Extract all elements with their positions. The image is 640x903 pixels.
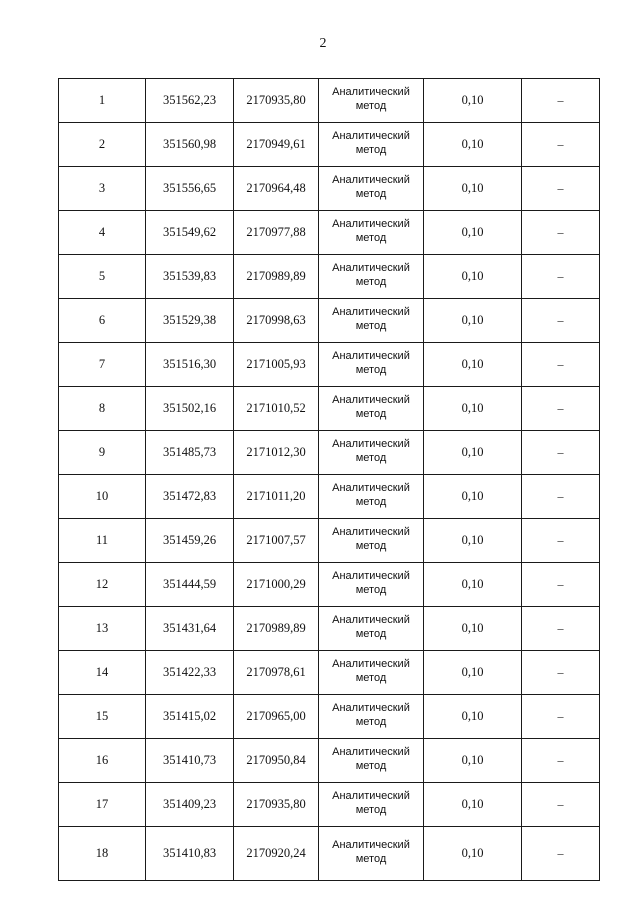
point-number-cell: 1 bbox=[59, 79, 146, 123]
method-line: метод bbox=[355, 716, 387, 728]
method-line: Аналитический bbox=[332, 438, 410, 450]
method-line: Аналитический bbox=[332, 350, 410, 362]
table-row bbox=[59, 739, 600, 783]
precision-cell: 0,10 bbox=[424, 695, 522, 739]
method-line: Аналитический bbox=[332, 570, 410, 582]
method-line: метод bbox=[355, 540, 387, 552]
point-number-cell: 14 bbox=[59, 651, 146, 695]
note-cell: – bbox=[522, 651, 600, 695]
coordinate-x-cell: 351539,83 bbox=[146, 255, 234, 299]
coordinate-y-cell: 2170949,61 bbox=[234, 123, 319, 167]
table-row bbox=[59, 695, 600, 739]
method-cell bbox=[319, 343, 424, 387]
precision-cell: 0,10 bbox=[424, 651, 522, 695]
coordinate-y-cell: 2171011,20 bbox=[234, 475, 319, 519]
note-cell: – bbox=[522, 431, 600, 475]
precision-cell: 0,10 bbox=[424, 167, 522, 211]
note-cell: – bbox=[522, 563, 600, 607]
precision-cell: 0,10 bbox=[424, 475, 522, 519]
coordinate-y-cell: 2170935,80 bbox=[234, 783, 319, 827]
point-number-cell: 17 bbox=[59, 783, 146, 827]
method-cell bbox=[319, 739, 424, 783]
method-line: Аналитический bbox=[332, 394, 410, 406]
point-number-cell: 2 bbox=[59, 123, 146, 167]
point-number-cell: 8 bbox=[59, 387, 146, 431]
method-cell bbox=[319, 431, 424, 475]
coordinate-y-cell: 2171000,29 bbox=[234, 563, 319, 607]
note-cell: – bbox=[522, 783, 600, 827]
precision-cell: 0,10 bbox=[424, 607, 522, 651]
method-line: метод bbox=[355, 144, 387, 156]
note-cell: – bbox=[522, 519, 600, 563]
method-cell bbox=[319, 387, 424, 431]
precision-cell: 0,10 bbox=[424, 343, 522, 387]
page-number: 2 bbox=[319, 36, 327, 51]
note-cell: – bbox=[522, 387, 600, 431]
method-line: Аналитический bbox=[332, 130, 410, 142]
precision-cell: 0,10 bbox=[424, 783, 522, 827]
coordinate-x-cell: 351485,73 bbox=[146, 431, 234, 475]
precision-cell: 0,10 bbox=[424, 211, 522, 255]
coordinate-y-cell: 2171005,93 bbox=[234, 343, 319, 387]
point-number-cell: 5 bbox=[59, 255, 146, 299]
method-line: Аналитический bbox=[332, 174, 410, 186]
coordinate-x-cell: 351431,64 bbox=[146, 607, 234, 651]
coordinate-y-cell: 2171012,30 bbox=[234, 431, 319, 475]
note-cell: – bbox=[522, 123, 600, 167]
method-cell bbox=[319, 783, 424, 827]
method-line: метод bbox=[355, 760, 387, 772]
table-row bbox=[59, 827, 600, 881]
coordinate-x-cell: 351556,65 bbox=[146, 167, 234, 211]
table-row bbox=[59, 607, 600, 651]
method-cell bbox=[319, 651, 424, 695]
coordinate-x-cell: 351502,16 bbox=[146, 387, 234, 431]
table-row bbox=[59, 123, 600, 167]
method-line: метод bbox=[355, 672, 387, 684]
coordinate-y-cell: 2170935,80 bbox=[234, 79, 319, 123]
coordinate-x-cell: 351459,26 bbox=[146, 519, 234, 563]
point-number-cell: 6 bbox=[59, 299, 146, 343]
method-cell bbox=[319, 695, 424, 739]
table-row bbox=[59, 475, 600, 519]
method-cell bbox=[319, 475, 424, 519]
method-line: метод bbox=[355, 804, 387, 816]
point-number-cell: 15 bbox=[59, 695, 146, 739]
coordinates-table bbox=[58, 78, 600, 881]
method-line: Аналитический bbox=[332, 218, 410, 230]
coordinate-y-cell: 2170998,63 bbox=[234, 299, 319, 343]
table-row bbox=[59, 167, 600, 211]
method-line: Аналитический bbox=[332, 614, 410, 626]
table-row bbox=[59, 563, 600, 607]
coordinate-x-cell: 351415,02 bbox=[146, 695, 234, 739]
coordinate-y-cell: 2170965,00 bbox=[234, 695, 319, 739]
method-line: Аналитический bbox=[332, 839, 410, 851]
coordinate-x-cell: 351549,62 bbox=[146, 211, 234, 255]
precision-cell: 0,10 bbox=[424, 431, 522, 475]
method-line: Аналитический bbox=[332, 482, 410, 494]
coordinate-y-cell: 2170989,89 bbox=[234, 255, 319, 299]
table-row bbox=[59, 255, 600, 299]
method-cell bbox=[319, 211, 424, 255]
note-cell: – bbox=[522, 607, 600, 651]
note-cell: – bbox=[522, 255, 600, 299]
coordinate-x-cell: 351410,73 bbox=[146, 739, 234, 783]
coordinate-x-cell: 351422,33 bbox=[146, 651, 234, 695]
point-number-cell: 10 bbox=[59, 475, 146, 519]
note-cell: – bbox=[522, 739, 600, 783]
coordinate-y-cell: 2170978,61 bbox=[234, 651, 319, 695]
note-cell: – bbox=[522, 475, 600, 519]
coordinates-table-body bbox=[59, 79, 600, 881]
method-line: метод bbox=[355, 452, 387, 464]
point-number-cell: 3 bbox=[59, 167, 146, 211]
table-row bbox=[59, 211, 600, 255]
note-cell: – bbox=[522, 167, 600, 211]
coordinate-x-cell: 351444,59 bbox=[146, 563, 234, 607]
precision-cell: 0,10 bbox=[424, 255, 522, 299]
note-cell: – bbox=[522, 827, 600, 881]
method-line: Аналитический bbox=[332, 526, 410, 538]
method-line: метод bbox=[355, 628, 387, 640]
precision-cell: 0,10 bbox=[424, 79, 522, 123]
method-line: метод bbox=[355, 100, 387, 112]
point-number-cell: 13 bbox=[59, 607, 146, 651]
table-row bbox=[59, 387, 600, 431]
method-cell bbox=[319, 123, 424, 167]
table-row bbox=[59, 431, 600, 475]
table-row bbox=[59, 79, 600, 123]
method-line: метод bbox=[355, 584, 387, 596]
point-number-cell: 9 bbox=[59, 431, 146, 475]
point-number-cell: 12 bbox=[59, 563, 146, 607]
coordinate-y-cell: 2170964,48 bbox=[234, 167, 319, 211]
coordinate-x-cell: 351410,83 bbox=[146, 827, 234, 881]
method-line: Аналитический bbox=[332, 746, 410, 758]
method-line: метод bbox=[355, 188, 387, 200]
point-number-cell: 18 bbox=[59, 827, 146, 881]
coordinate-x-cell: 351409,23 bbox=[146, 783, 234, 827]
method-line: метод bbox=[355, 320, 387, 332]
table-row bbox=[59, 519, 600, 563]
table-row bbox=[59, 783, 600, 827]
method-cell bbox=[319, 563, 424, 607]
note-cell: – bbox=[522, 211, 600, 255]
point-number-cell: 11 bbox=[59, 519, 146, 563]
table-row bbox=[59, 343, 600, 387]
note-cell: – bbox=[522, 299, 600, 343]
coordinate-y-cell: 2170920,24 bbox=[234, 827, 319, 881]
precision-cell: 0,10 bbox=[424, 299, 522, 343]
precision-cell: 0,10 bbox=[424, 519, 522, 563]
method-line: Аналитический bbox=[332, 702, 410, 714]
method-line: метод bbox=[355, 408, 387, 420]
point-number-cell: 16 bbox=[59, 739, 146, 783]
method-line: Аналитический bbox=[332, 658, 410, 670]
note-cell: – bbox=[522, 695, 600, 739]
method-cell bbox=[319, 827, 424, 881]
coordinate-y-cell: 2170977,88 bbox=[234, 211, 319, 255]
method-cell bbox=[319, 519, 424, 563]
precision-cell: 0,10 bbox=[424, 827, 522, 881]
method-cell bbox=[319, 79, 424, 123]
method-line: метод bbox=[355, 364, 387, 376]
coordinate-y-cell: 2170989,89 bbox=[234, 607, 319, 651]
method-line: Аналитический bbox=[332, 790, 410, 802]
point-number-cell: 7 bbox=[59, 343, 146, 387]
method-line: метод bbox=[355, 276, 387, 288]
method-line: Аналитический bbox=[332, 262, 410, 274]
method-cell bbox=[319, 167, 424, 211]
table-row bbox=[59, 651, 600, 695]
precision-cell: 0,10 bbox=[424, 563, 522, 607]
precision-cell: 0,10 bbox=[424, 123, 522, 167]
table-row bbox=[59, 299, 600, 343]
coordinate-x-cell: 351562,23 bbox=[146, 79, 234, 123]
precision-cell: 0,10 bbox=[424, 387, 522, 431]
method-cell bbox=[319, 255, 424, 299]
method-line: Аналитический bbox=[332, 86, 410, 98]
point-number-cell: 4 bbox=[59, 211, 146, 255]
method-line: метод bbox=[355, 232, 387, 244]
coordinate-y-cell: 2171007,57 bbox=[234, 519, 319, 563]
coordinate-y-cell: 2171010,52 bbox=[234, 387, 319, 431]
note-cell: – bbox=[522, 79, 600, 123]
method-line: Аналитический bbox=[332, 306, 410, 318]
coordinate-x-cell: 351472,83 bbox=[146, 475, 234, 519]
method-line: метод bbox=[355, 496, 387, 508]
coordinate-x-cell: 351529,38 bbox=[146, 299, 234, 343]
method-cell bbox=[319, 299, 424, 343]
method-cell bbox=[319, 607, 424, 651]
coordinate-x-cell: 351516,30 bbox=[146, 343, 234, 387]
note-cell: – bbox=[522, 343, 600, 387]
precision-cell: 0,10 bbox=[424, 739, 522, 783]
coordinate-x-cell: 351560,98 bbox=[146, 123, 234, 167]
method-line: метод bbox=[355, 853, 387, 865]
coordinate-y-cell: 2170950,84 bbox=[234, 739, 319, 783]
